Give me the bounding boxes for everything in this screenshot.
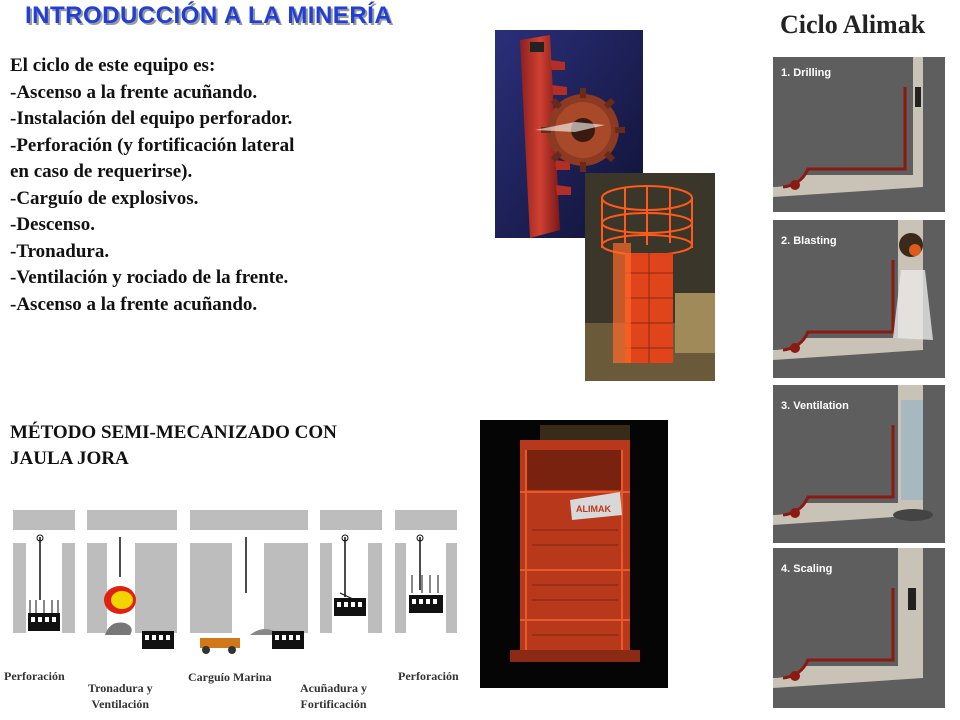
cycle-step: -Descenso. [10,214,95,235]
alimak-cage-photo [480,420,668,688]
cycle-step: en caso de requerirse). [10,161,193,182]
cycle-step: -Ascenso a la frente acuñando. [10,81,258,103]
alimak-step-label: 4. Scaling [781,563,833,575]
cycle-step: -Perforación (y fortificación lateral [10,134,295,156]
cycle-step: -Carguío de explosivos. [10,187,199,209]
cycle-description [10,53,390,318]
stage-label-perforacion-2: Perforación [398,669,459,683]
method-line: JAULA JORA [10,448,129,469]
alimak-panel-drilling [773,57,945,212]
alimak-step-label: 2. Blasting [781,235,837,247]
alimak-panel-blasting [773,220,945,378]
svg-text:ALIMAK: ALIMAK [576,504,611,514]
stage-label-carguio: Carguío Marina [188,670,272,684]
method-heading [10,420,450,472]
alimak-panel-ventilation [773,385,945,543]
alimak-step-label: 1. Drilling [781,67,832,79]
section-subtitle: Ciclo Alimak [780,10,926,39]
cycle-step: -Instalación del equipo perforador. [10,108,293,129]
stage-acunadura [320,510,382,633]
stage-tronadura [87,510,177,649]
jaula-jora-diagram [10,505,470,665]
stage-label-tronadura: Tronadura y Ventilación [88,681,153,711]
stage-label-acunadura: Acuñadura y Fortificación [300,681,368,711]
cycle-intro: El ciclo de este equipo es: [10,55,216,76]
stage-label-perforacion: Perforación [4,669,65,683]
cycle-step: -Ascenso a la frente acuñando. [10,293,258,315]
drilling-illustration [773,57,945,212]
alimak-step-label: 3. Ventilation [781,400,849,412]
stage-perforacion-2 [395,510,457,633]
stage-perforacion [13,510,75,633]
platform-photo [585,173,715,381]
method-line: MÉTODO SEMI-MECANIZADO CON [10,422,337,443]
alimak-panel-scaling [773,548,945,708]
cycle-step: -Tronadura. [10,240,110,262]
cycle-step: -Ventilación y rociado de la frente. [10,267,289,288]
page-title: INTRODUCCIÓN A LA MINERÍA [25,2,393,29]
stage-carguio [190,510,308,654]
